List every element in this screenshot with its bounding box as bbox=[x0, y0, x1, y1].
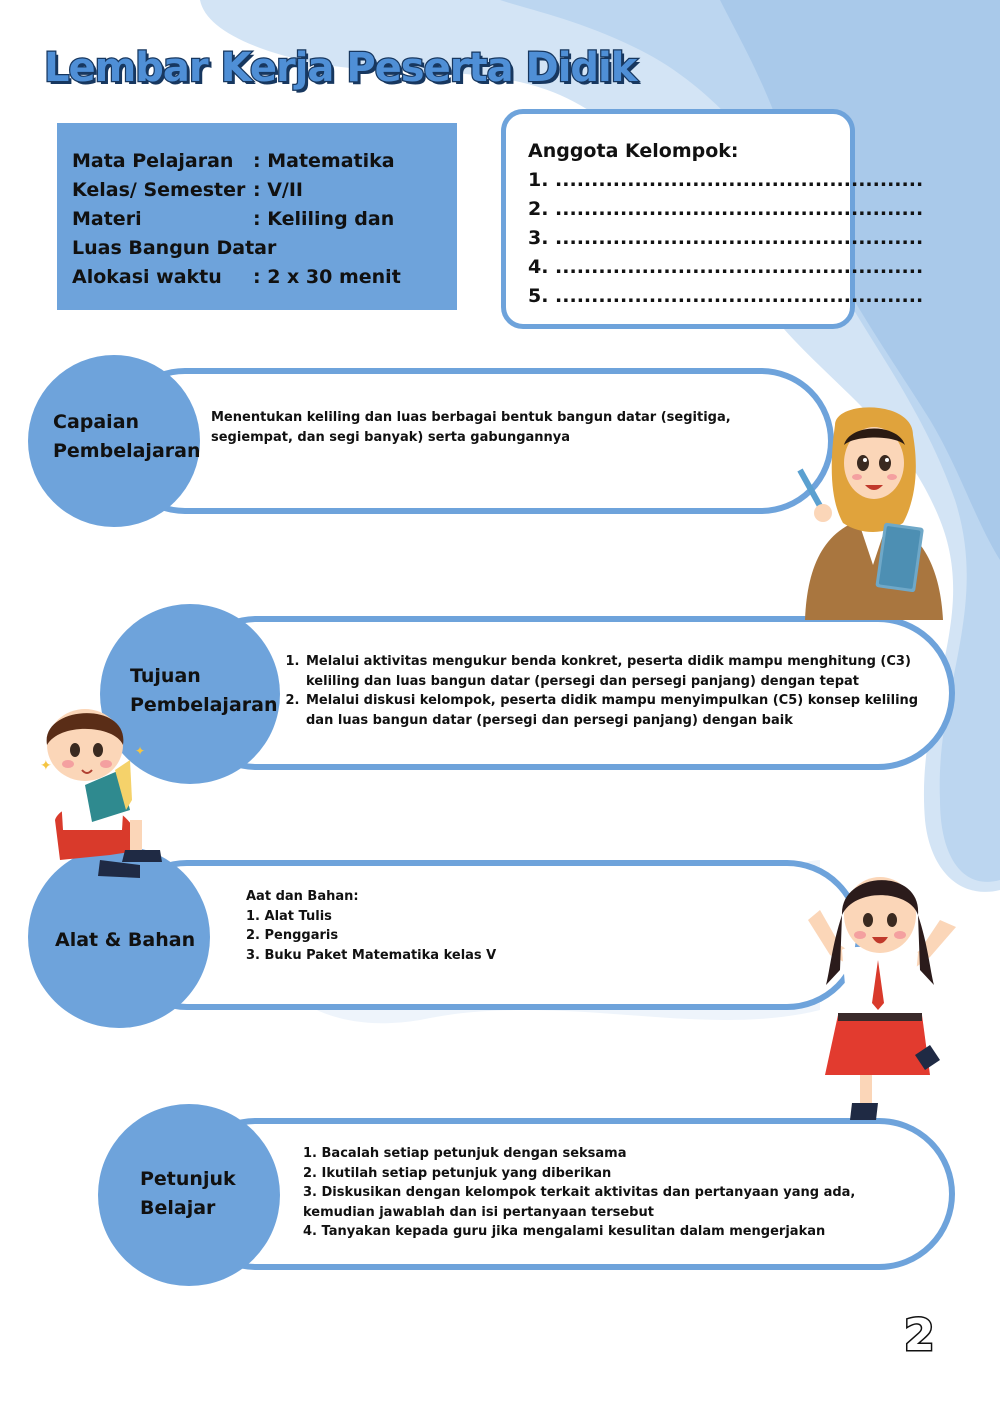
lesson-info-box bbox=[57, 123, 457, 310]
petunjuk-item-3: 3. Diskusikan dengan kelompok terkait aktivitas dan pertanyaan yang ada, kemudian jawablah dan isi pertanyaan tersebut bbox=[303, 1185, 856, 1220]
alat-label: Alat & Bahan bbox=[55, 929, 196, 951]
material-label: Materi bbox=[72, 208, 142, 230]
tujuan-item-2: 2. Melalui diskusi kelompok, peserta didik mampu menyimpulkan (C5) konsep keliling dan luas bangun datar (persegi dan persegi panjang) dengan baik bbox=[304, 691, 928, 730]
capaian-label: Capaian Pembelajaran bbox=[53, 411, 201, 462]
alat-heading: Aat dan Bahan: bbox=[246, 889, 359, 904]
member-line-5[interactable]: 5. ................................................... bbox=[528, 285, 924, 307]
material-value: : Keliling dan bbox=[253, 208, 395, 230]
class-value: : V/II bbox=[253, 179, 303, 201]
page-title: Lembar Kerja Peserta Didik bbox=[44, 45, 637, 91]
info-row-subject bbox=[72, 150, 395, 172]
member-line-2[interactable]: 2. ................................................... bbox=[528, 198, 924, 220]
petunjuk-label: Petunjuk Belajar bbox=[140, 1168, 236, 1219]
alat-item-2: 2. Penggaris bbox=[246, 928, 339, 943]
petunjuk-item-2: 2. Ikutilah setiap petunjuk yang diberikan bbox=[303, 1165, 612, 1181]
page-number: 2 bbox=[904, 1310, 935, 1361]
time-label: Alokasi waktu bbox=[72, 266, 222, 288]
time-value: : 2 x 30 menit bbox=[253, 266, 401, 288]
subject-label: Mata Pelajaran bbox=[72, 150, 234, 172]
member-line-3[interactable]: 3. ................................................... bbox=[528, 227, 924, 249]
alat-text bbox=[246, 887, 766, 965]
info-row-time bbox=[72, 266, 401, 288]
info-row-class bbox=[72, 179, 303, 201]
boy-reading-illustration bbox=[30, 700, 170, 885]
group-members-box bbox=[501, 109, 924, 329]
petunjuk-text bbox=[303, 1144, 903, 1242]
class-label: Kelas/ Semester bbox=[72, 179, 246, 201]
tujuan-list bbox=[288, 652, 928, 730]
petunjuk-item-1: 1. Bacalah setiap petunjuk dengan seksama bbox=[303, 1146, 627, 1161]
tujuan-label: Tujuan Pembelajaran bbox=[130, 665, 278, 716]
petunjuk-item-4: 4. Tanyakan kepada guru jika mengalami kesulitan dalam mengerjakan bbox=[303, 1224, 826, 1239]
capaian-text: Menentukan keliling dan luas berbagai bentuk bangun datar (segitiga, segiempat, dan segi banyak) serta gabungannya bbox=[211, 410, 731, 445]
group-members-heading: Anggota Kelompok: bbox=[528, 140, 739, 162]
tujuan-item-1: 1. Melalui aktivitas mengukur benda konkret, peserta didik mampu menghitung (C3) keliling dan luas bangun datar (persegi dan persegi panjang) dengan tepat bbox=[304, 652, 928, 691]
info-row-material bbox=[72, 208, 394, 230]
svg-text:✦: ✦ bbox=[40, 758, 52, 774]
material-continuation: Luas Bangun Datar bbox=[72, 237, 277, 259]
member-line-4[interactable]: 4. ................................................... bbox=[528, 256, 924, 278]
subject-value: : Matematika bbox=[253, 150, 395, 172]
teacher-hijab-illustration bbox=[795, 405, 950, 620]
alat-item-1: 1. Alat Tulis bbox=[246, 908, 332, 924]
svg-text:✦: ✦ bbox=[135, 744, 146, 758]
girl-jumping-illustration bbox=[800, 875, 965, 1130]
member-line-1[interactable]: 1. ................................................... bbox=[528, 169, 924, 191]
alat-item-3: 3. Buku Paket Matematika kelas V bbox=[246, 947, 497, 963]
